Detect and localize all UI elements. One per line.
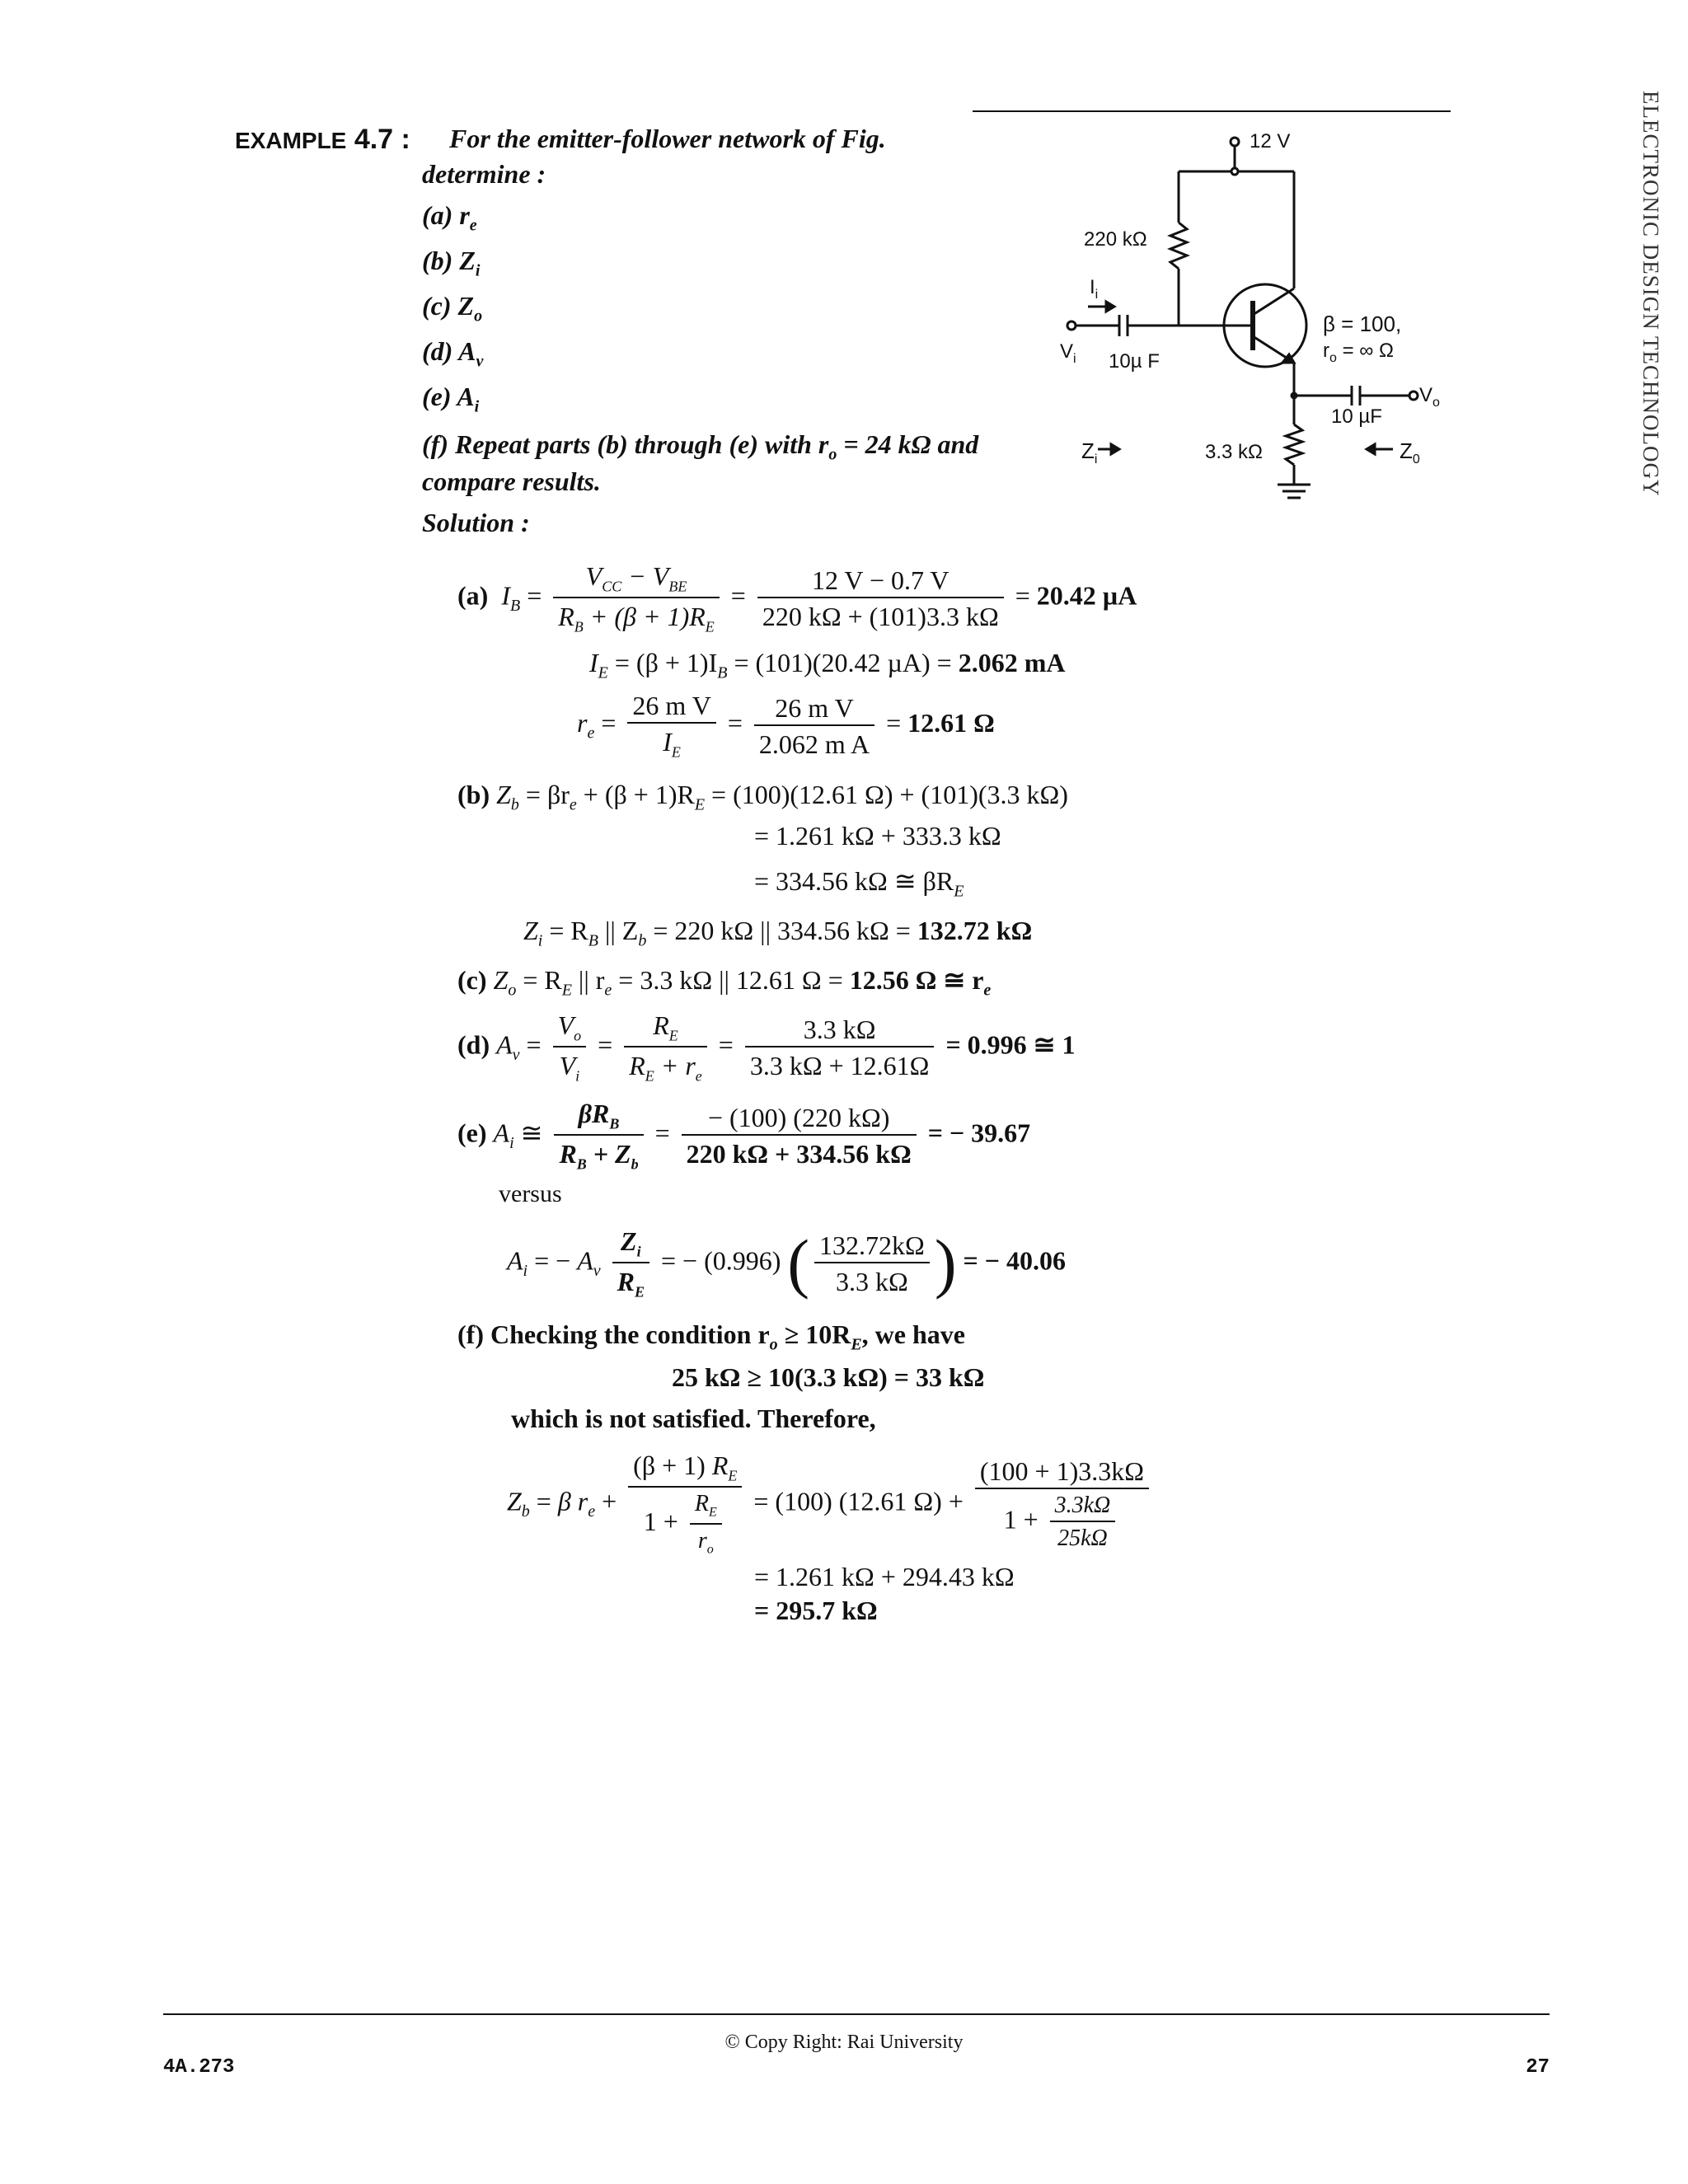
eq-f-zb-line3: = 295.7 kΩ: [754, 1596, 878, 1625]
vo-label: $V_o$: [1419, 384, 1440, 410]
eq-f-zb-line2: = 1.261 kΩ + 294.43 kΩ: [754, 1562, 1015, 1591]
versus-text: versus: [499, 1180, 562, 1207]
example-heading: [235, 124, 410, 156]
part-a: (a) $r_e$: [422, 200, 477, 235]
rb-label: 220 kΩ: [1084, 228, 1147, 251]
beta-label: β = 100,: [1323, 312, 1402, 336]
part-f: (f) Repeat parts (b) through (e) with $r_o = 24$ kΩ and: [422, 429, 979, 464]
footer-rule: [163, 2013, 1550, 2015]
example-intro-line2: determine :: [422, 159, 546, 189]
eq-d-av: (d) $A_v$ = $\frac{V_o}{V_i}$ = $\frac{R_E}{R_E + r_e}$ = $\frac{3.3 k\Omega}{3.3 k\Omega + 12.61\Omega}$ = 0.996 ≅ 1: [457, 1010, 1076, 1085]
example-intro-line1: For the emitter-follower network of Fig.: [449, 124, 886, 153]
eq-f-line3: which is not satisfied. Therefore,: [511, 1404, 876, 1433]
eq-b-line3: = 334.56 kΩ ≅ $\beta R_E$: [754, 866, 964, 901]
eq-a-ib: (a) $I_B$ = $\frac{V_{CC} - V_{BE}}{R_B + (\beta + 1)R_E}$ = $\frac{12 V - 0.7 V}{220 k\Omega + (101)3.3 k\Omega}$ = 20.42 µA: [457, 561, 1137, 635]
footer-right: 27: [1526, 2056, 1550, 2079]
re-resistor-label: 3.3 kΩ: [1205, 441, 1263, 463]
eq-f-zb: $Z_b = \beta$ $r_e$ + (β + 1) $R_E$ 1 + $\frac{R_E}{r_o}$ = (100) (12.61 Ω) + (100 + 1)3.3kΩ 1 + $\frac{3.3k\Omega}{25k\Omega}$: [507, 1452, 1154, 1557]
sidebar-title: ELECTRONIC DESIGN TECHNOLOGY: [1639, 91, 1663, 497]
zo-label: $Z_0$: [1400, 438, 1420, 467]
zi-label: $Z_i$: [1081, 438, 1098, 467]
part-f-line2: compare results.: [422, 466, 601, 496]
solution-label: Solution :: [422, 508, 530, 537]
vi-label: $V_i$: [1060, 340, 1076, 366]
part-c: (c) $Z_o$: [422, 291, 483, 326]
part-e: (e) $A_i$: [422, 382, 480, 416]
eq-e-ai: (e) $A_i$ ≅ $\frac{\beta R_B}{R_B + Z_b}$ = $\frac{- (100) (220 k\Omega)}{220 k\Omega + 334.56 k\Omega}$ = − 39.67: [457, 1099, 1031, 1173]
vcc-label: 12 V: [1250, 130, 1291, 152]
eq-e-ai2: $A_i$ = − $A_v$ $\frac{Z_i}{R_E}$ = − (0.996) ( $\frac{132.72k\Omega}{3.3 k\Omega}$ ) = − 40.06: [507, 1226, 1066, 1301]
eq-a-re: $r_e$ = $\frac{\text{26 m V}}{I_E}$ = $\frac{\text{26 m V}}{\text{2.062 m A}}$ = 12.61 Ω: [577, 691, 995, 761]
example-number: 4.7 :: [354, 124, 410, 155]
eq-b-line2: = 1.261 kΩ + 333.3 kΩ: [754, 821, 1001, 851]
ro-label: $r_o$ = ∞ Ω: [1323, 340, 1394, 365]
eq-f-line2: 25 kΩ ≥ 10(3.3 kΩ) = 33 kΩ: [672, 1362, 985, 1392]
eq-b-zb: (b) $Z_b = \beta r_e + (\beta + 1)R_E = (100)(12.61$ Ω) + (101)(3.3 kΩ): [457, 780, 1068, 814]
eq-zi: $Z_i = R_B$ || $Z_b = 220$ kΩ || 334.56 kΩ = 132.72 kΩ: [523, 916, 1033, 950]
footer-left: 4A.273: [163, 2056, 235, 2079]
cin-label: 10µ F: [1109, 350, 1160, 373]
part-d: (d) $A_v$: [422, 336, 484, 371]
cout-label: 10 µF: [1331, 405, 1382, 428]
eq-c-zo: (c) $Z_o = R_E$ || $r_e = 3.3$ kΩ || 12.61 Ω = 12.56 Ω ≅ $r_e$: [457, 965, 992, 1000]
part-b: (b) $Z_i$: [422, 246, 481, 280]
top-rule: [973, 110, 1451, 112]
ii-label: $I_i$: [1090, 276, 1099, 302]
footer-copyright: © Copy Right: Rai University: [724, 2032, 964, 2053]
eq-f-line1: (f) Checking the condition $r_o \ge 10R_E$, we have: [457, 1319, 965, 1354]
example-label: EXAMPLE: [235, 128, 347, 153]
eq-a-ie: $I_E = (\beta + 1)I_B = (101)(20.42$ µA) = 2.062 mA: [589, 648, 1066, 682]
